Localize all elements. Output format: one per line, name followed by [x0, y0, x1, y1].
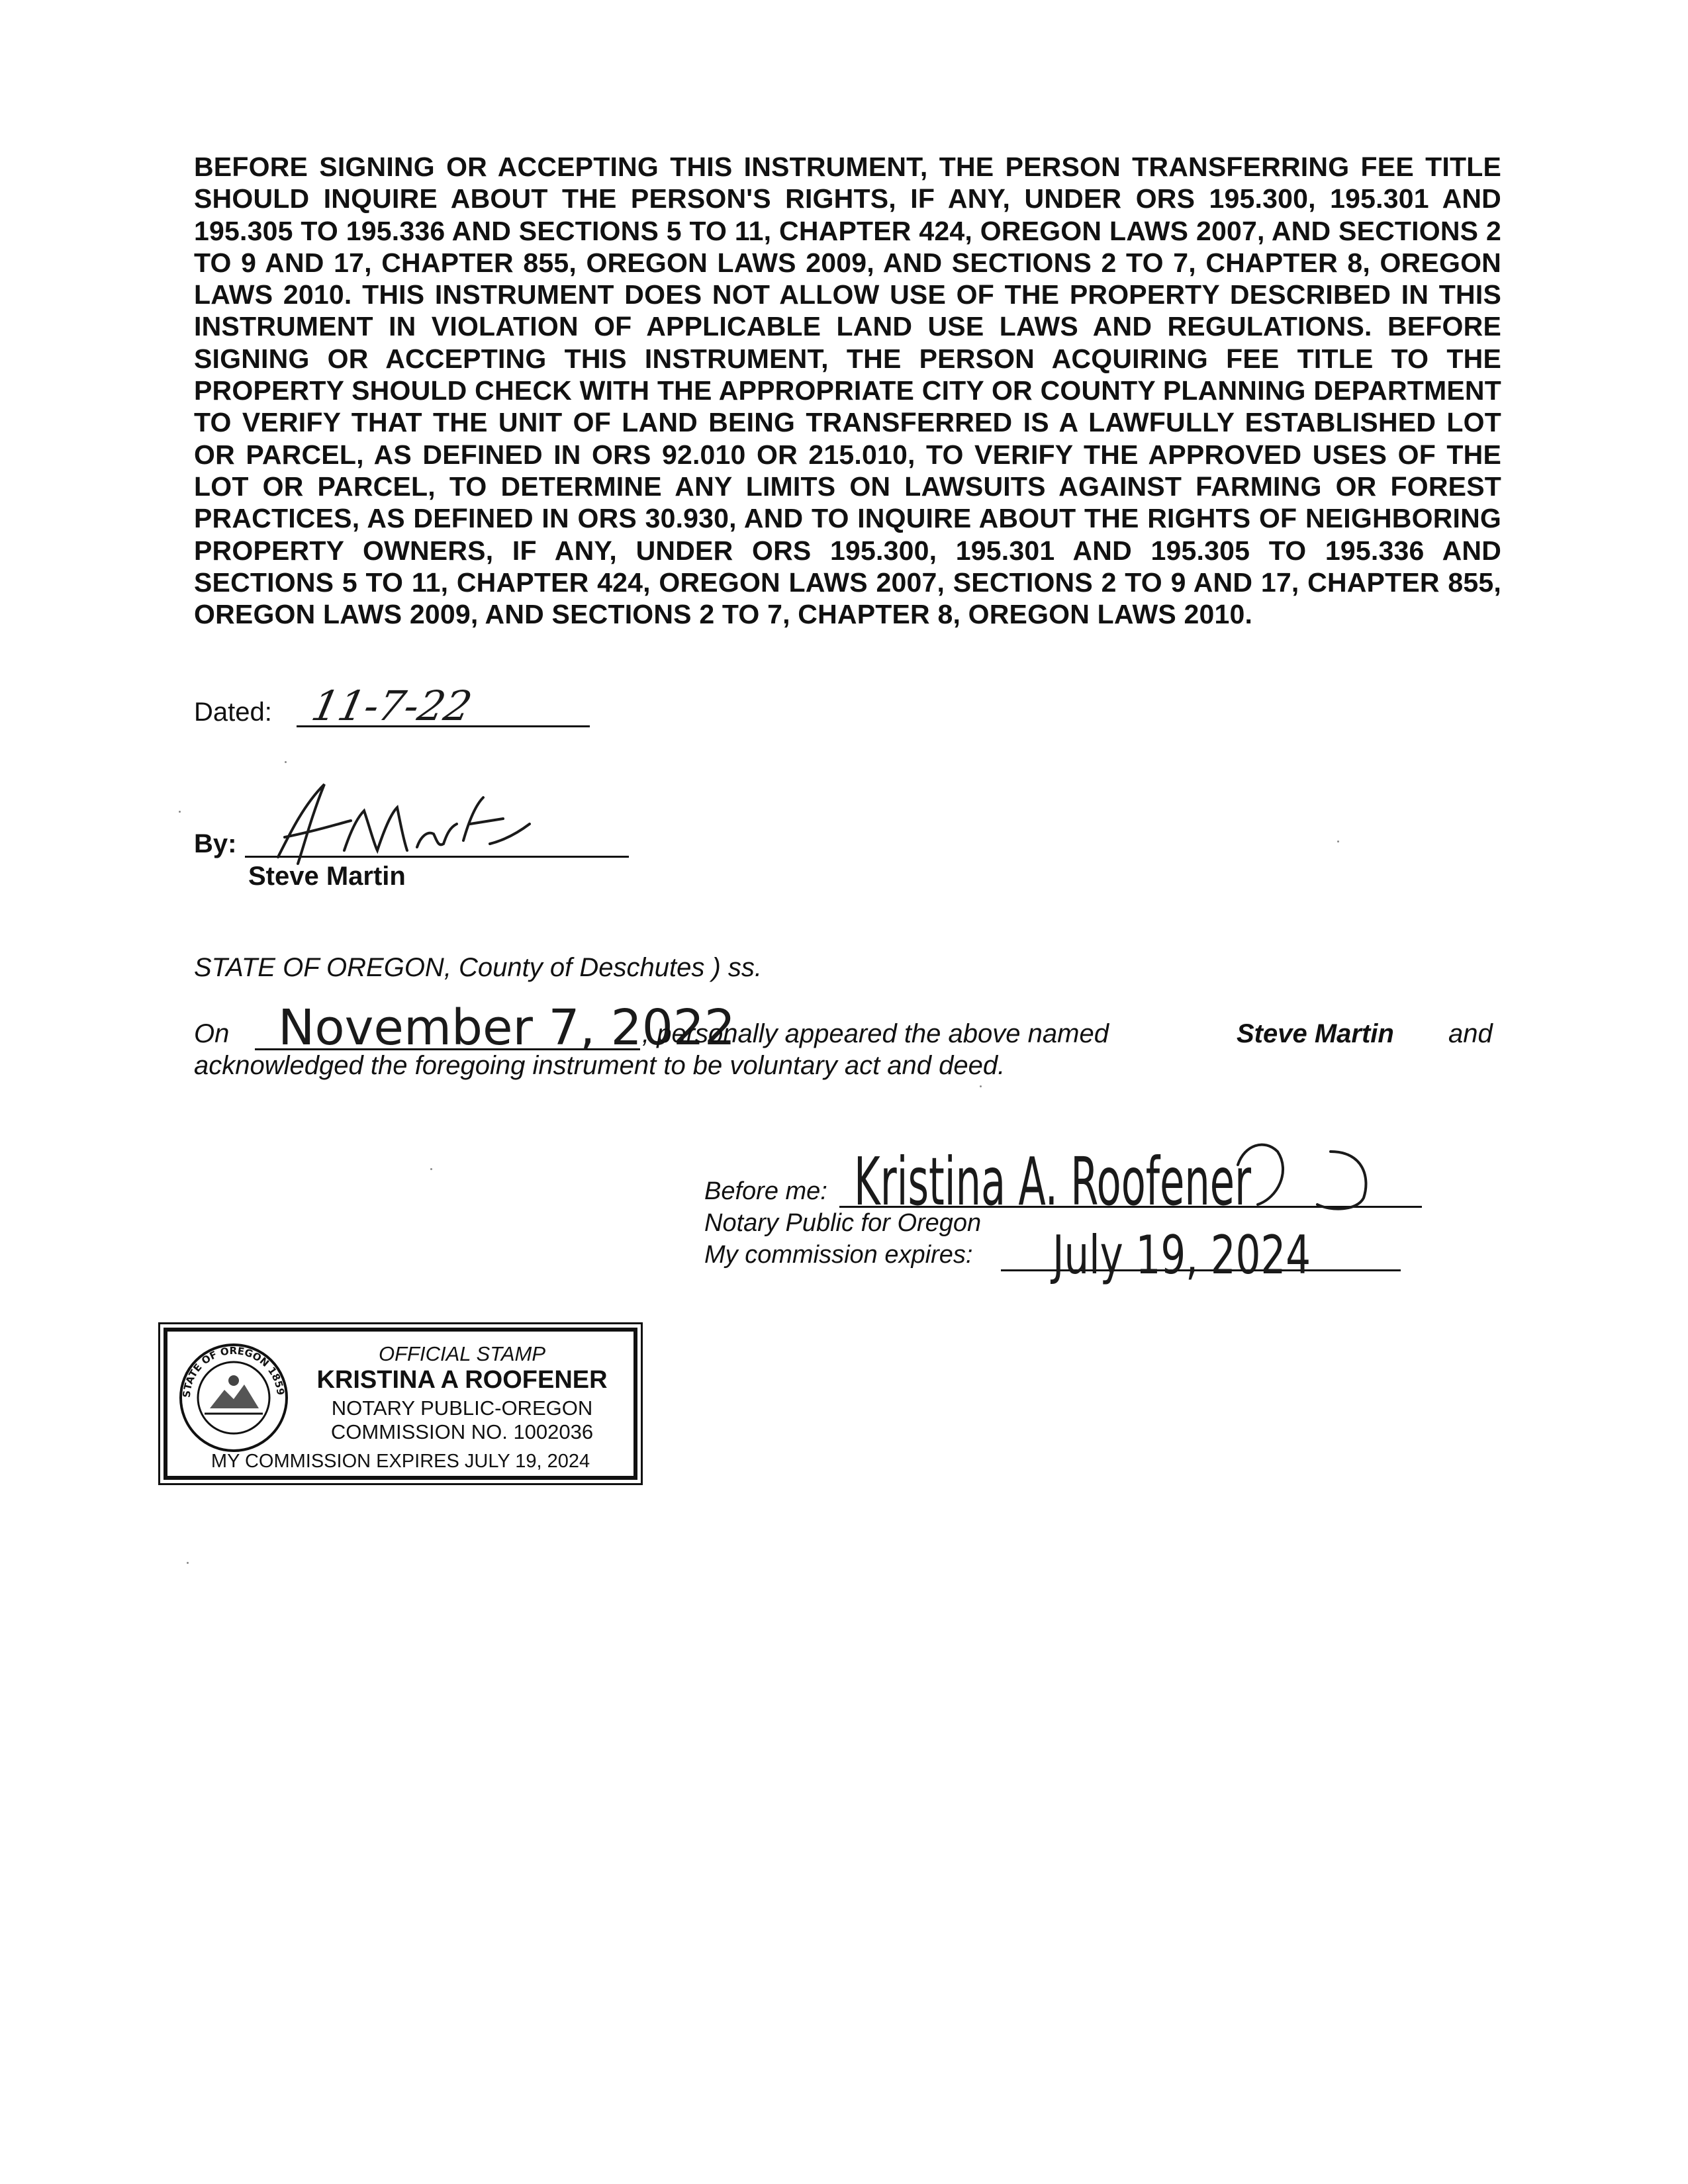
signer-signature — [265, 778, 543, 870]
ack-line2: acknowledged the foregoing instrument to be voluntary act and deed. — [194, 1051, 1006, 1080]
stamp-commission-number: COMMISSION NO. 1002036 — [330, 1420, 594, 1443]
ack-on: On — [194, 1019, 230, 1048]
commission-expires-label: My commission expires: — [704, 1241, 973, 1269]
stamp-title: OFFICIAL STAMP — [378, 1342, 546, 1365]
stamp-notary-public: NOTARY PUBLIC-OREGON — [331, 1396, 593, 1420]
handwritten-date — [307, 682, 523, 735]
by-label: By: — [194, 829, 237, 858]
venue-line: STATE OF OREGON, County of Deschutes ) ss. — [194, 953, 763, 982]
svg-text:STATE OF OREGON 1859: STATE OF OREGON 1859 — [180, 1344, 287, 1398]
svg-text:Kristina A. Roofener: Kristina A. Roofener — [854, 1143, 1252, 1220]
ack-name: Steve Martin — [1237, 1019, 1394, 1048]
before-me-label: Before me: — [704, 1177, 827, 1205]
notary-signature — [841, 1125, 1423, 1218]
stamp-notary-name: KRISTINA A ROOFENER — [316, 1366, 608, 1394]
svg-text:July 19, 2024: July 19, 2024 — [1050, 1224, 1311, 1286]
signer-name: Steve Martin — [248, 862, 406, 891]
notary-public-label: Notary Public for Oregon — [704, 1209, 982, 1237]
svg-text:11-7-22: 11-7-22 — [307, 682, 476, 730]
land-use-disclaimer: BEFORE SIGNING OR ACCEPTING THIS INSTRUMENT, THE PERSON TRANSFERRING FEE TITLE SHOULD INQUIRE ABOUT THE PERSON'S RIGHTS, IF ANY, UNDER ORS 195.300, 195.301 AND 195.305 TO 195.336 AND SECTIONS 5 TO 11, CHAPTER 424, OREGON LAWS 2007, AND SECTIONS 2 TO 9 AND 17, CHAPTER 855, OREGON LAWS 2009, AND SECTIONS 2 TO 7, CHAPTER 8, OREGON LAWS 2010. THIS INSTRUMENT DOES NOT ALLOW USE OF THE PROPERTY DESCRIBED IN THIS INSTRUMENT IN VIOLATION OF APPLICABLE LAND USE LAWS AND REGULATIONS. BEFORE SIGNING OR ACCEPTING THIS INSTRUMENT, THE PERSON ACQUIRING FEE TITLE TO THE PROPERTY SHOULD CHECK WITH THE APPROPRIATE CITY OR COUNTY PLANNING DEPARTMENT TO VERIFY THAT THE UNIT OF LAND BEING TRANSFERRED IS A LAWFULLY ESTABLISHED LOT OR PARCEL, AS DEFINED IN ORS 92.010 OR 215.010, TO VERIFY THE APPROVED USES OF THE LOT OR PARCEL, TO DETERMINE ANY LIMITS ON LAWSUITS AGAINST FARMING OR FOREST PRACTICES, AS DEFINED IN ORS 30.930, AND TO INQUIRE ABOUT THE RIGHTS OF NEIGHBORING PROPERTY OWNERS, IF ANY, UNDER ORS 195.300, 195.301 AND 195.305 TO 195.336 AND SECTIONS 5 TO 11, CHAPTER 424, OREGON LAWS 2007, SECTIONS 2 TO 9 AND 17, CHAPTER 855, OREGON LAWS 2009, AND SECTIONS 2 TO 7, CHAPTER 8, OREGON LAWS 2010. — [194, 152, 1501, 630]
handwritten-ack-date — [271, 993, 735, 1059]
ack-text: , personally appeared the above named — [642, 1019, 1109, 1048]
svg-text:November 7, 2022: November 7, 2022 — [278, 999, 735, 1056]
stamp-expiry: MY COMMISSION EXPIRES JULY 19, 2024 — [211, 1451, 590, 1472]
ack-and: and — [1448, 1019, 1493, 1048]
dated-label: Dated: — [194, 698, 272, 727]
handwritten-expiry — [1046, 1218, 1324, 1304]
state-seal-icon — [178, 1342, 289, 1453]
official-notary-stamp — [164, 1328, 637, 1480]
